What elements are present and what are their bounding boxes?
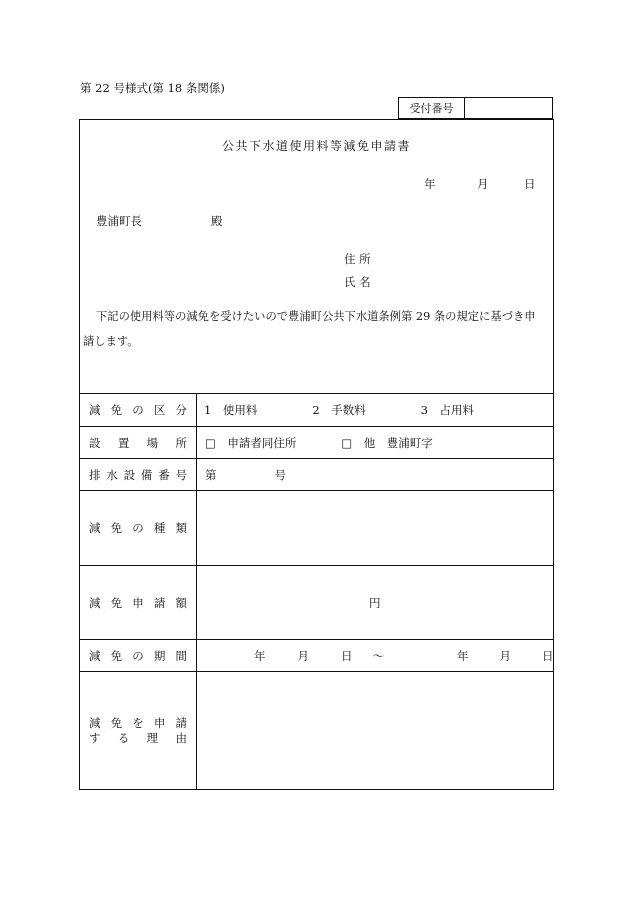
- request-text-line2: 請します。: [83, 335, 139, 348]
- amount-field[interactable]: [197, 566, 553, 639]
- date-year-label: 年: [424, 177, 436, 191]
- category-options: [197, 394, 553, 426]
- form-number: 第 22 号様式(第 18 条関係): [80, 81, 225, 95]
- date-day-label: 日: [524, 177, 536, 191]
- location-options: [197, 427, 553, 458]
- reason-field[interactable]: [197, 672, 553, 789]
- drain-number-label: 排 水 設 備 番 号: [89, 467, 187, 482]
- location-label: 設 置 場 所: [89, 435, 187, 450]
- receipt-number-label: 受付番号: [399, 98, 465, 118]
- addressee-honorific: 殿: [211, 214, 223, 228]
- type-label: 減 免 の 種 類: [89, 521, 187, 535]
- reason-label: 減 免 を 申 請 す る 理 由: [89, 715, 187, 745]
- period-field[interactable]: 年 月 日 ～ 年 月 日: [254, 648, 554, 663]
- addressee-name: 豊浦町長: [96, 214, 142, 228]
- applicant-name-label: 氏 名: [344, 275, 371, 289]
- request-text-line1: 下記の使用料等の減免を受けたいので豊浦町公共下水道条例第 29 条の規定に基づき申: [96, 310, 536, 323]
- category-option-occupancy-fee[interactable]: 3 占用料: [420, 403, 474, 417]
- drain-number-field[interactable]: 第 号: [205, 467, 286, 482]
- location-option-same-address[interactable]: □ 申請者同住所: [205, 435, 297, 450]
- category-label: 減 免 の 区 分: [89, 403, 187, 417]
- period-label: 減 免 の 期 間: [89, 648, 187, 663]
- category-option-usage-fee[interactable]: 1 使用料: [204, 403, 258, 417]
- receipt-number-box: [398, 97, 553, 119]
- application-form: [79, 119, 554, 790]
- receipt-number-field[interactable]: [465, 98, 552, 118]
- date-month-label: 月: [477, 177, 489, 191]
- type-field[interactable]: [197, 491, 553, 565]
- amount-label: 減 免 申 請 額: [89, 595, 187, 610]
- applicant-address-label: 住 所: [344, 252, 371, 266]
- location-option-other[interactable]: □ 他 豊浦町字: [341, 435, 433, 450]
- amount-unit: 円: [369, 595, 381, 610]
- form-title: 公共下水道使用料等減免申請書: [221, 139, 411, 153]
- category-option-handling-fee[interactable]: 2 手数料: [312, 403, 366, 417]
- period-tilde: ～: [372, 648, 384, 663]
